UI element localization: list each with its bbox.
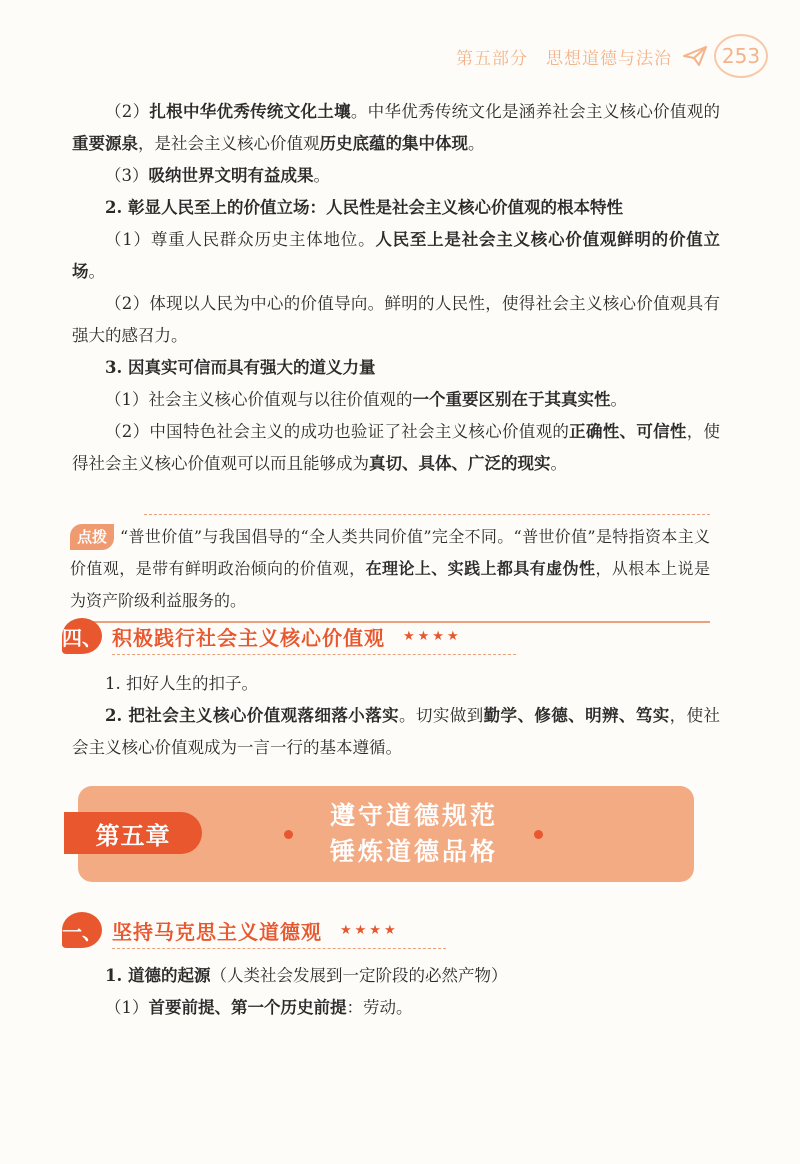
tip-label: 点拨	[70, 524, 114, 550]
bold-text: 1. 道德的起源	[105, 966, 211, 985]
star-rating: ★★★★	[403, 628, 462, 644]
item-number: （1）	[105, 230, 151, 249]
star-rating: ★★★★	[340, 922, 399, 938]
chapter-title-line1: 遵守道德规范	[329, 801, 498, 830]
decor-dot	[534, 830, 543, 839]
section-heading-4	[62, 618, 462, 654]
section-divider	[112, 654, 516, 655]
tip-text	[70, 521, 710, 617]
bold-text: 历史底蕴的集中体现	[319, 134, 468, 153]
text: （人类社会发展到一定阶段的必然产物）	[210, 966, 508, 985]
text: （2）中国特色社会主义的成功也验证了社会主义核心价值观的	[105, 422, 570, 441]
subheading-3: 3. 因真实可信而具有强大的道义力量	[105, 358, 376, 377]
bold-text: 勤学、修德、明辨、笃实	[483, 706, 670, 725]
text: 尊重人民群众历史主体地位。	[150, 230, 376, 249]
bold-text: 人民至上是社会主义核心价值观鲜明的价值立场	[72, 230, 721, 281]
bold-text: 一个重要区别在于其真实性	[412, 390, 611, 409]
text: （1）社会主义核心价值观与以往价值观的	[105, 390, 413, 409]
bold-text: 首要前提、第一个历史前提	[148, 998, 347, 1017]
header-section: 第五部分	[456, 48, 528, 69]
tip-box	[70, 514, 710, 623]
text: 。	[313, 166, 330, 185]
section-divider	[112, 948, 446, 949]
item-number: （3）	[105, 166, 149, 185]
chapter-banner	[78, 786, 694, 882]
list-item	[72, 700, 720, 764]
paragraph	[72, 384, 720, 416]
text: 。切实做到	[399, 706, 484, 725]
bold-text: 吸纳世界文明有益成果	[148, 166, 314, 185]
section-title: 坚持马克思主义道德观	[112, 919, 322, 944]
bold-text: 在理论上、实践上都具有虚伪性	[365, 559, 596, 578]
tip-divider-top	[144, 514, 710, 515]
text: 。中华优秀传统文化是涵养社会主义核心价值观的	[350, 102, 721, 121]
page-header	[456, 36, 768, 76]
chapter-label	[64, 812, 202, 854]
text: 。	[468, 134, 485, 153]
page-number-circle	[714, 34, 768, 78]
header-subject: 思想道德与法治	[546, 48, 672, 69]
text-block-practice	[72, 668, 720, 764]
bold-text: 扎根中华优秀传统文化土壤	[149, 102, 351, 121]
paragraph	[72, 160, 720, 192]
bold-text: 正确性、可信性	[569, 422, 687, 441]
paper-plane-icon	[682, 45, 708, 67]
text: 。	[550, 454, 567, 473]
item-number: （2）	[105, 102, 150, 121]
section-badge: 一、	[62, 912, 102, 948]
paragraph: （2）体现以人民为中心的价值导向。鲜明的人民性，使得社会主义核心价值观具有强大的感召力。	[72, 294, 720, 345]
text: ，是社会主义核心价值观	[138, 134, 320, 153]
list-item	[72, 992, 720, 1024]
paragraph	[72, 224, 720, 288]
text: ，使得社会主义核心价值观可以而且能够成为	[72, 422, 721, 473]
text: “普世价值”与我国倡导的“全人类共同价值”完全不同。“普世价值”是特指资本主义价值观，是带有鲜明政治倾向的价值观，	[70, 527, 710, 578]
bold-text: 2. 把社会主义核心价值观落细落小落实	[105, 706, 400, 725]
list-item: 1. 扣好人生的扣子。	[105, 674, 258, 693]
text: ：劳动。	[346, 998, 413, 1017]
chapter-title-line2: 锤炼道德品格	[329, 837, 498, 866]
paragraph	[72, 416, 720, 480]
bold-text: 真切、具体、广泛的现实	[369, 454, 551, 473]
text-block-morality	[72, 960, 720, 1024]
section-heading-1	[62, 912, 399, 948]
item-number: （1）	[105, 998, 149, 1017]
section-title: 积极践行社会主义核心价值观	[112, 625, 385, 650]
text: ，使社会主义核心价值观成为一言一行的基本遵循。	[72, 706, 721, 757]
subheading-2: 2. 彰显人民至上的价值立场：人民性是社会主义核心价值观的根本特性	[105, 198, 623, 217]
chapter-title	[284, 798, 544, 870]
bold-text: 重要源泉	[72, 134, 138, 153]
section-badge: 四、	[62, 618, 102, 654]
list-item	[72, 960, 720, 992]
page-number: 253	[721, 44, 761, 68]
text: ，从根本上说是为资产阶级利益服务的。	[70, 559, 710, 610]
text: 。	[610, 390, 627, 409]
text: 。	[88, 262, 105, 281]
text-block-values	[72, 96, 720, 480]
chapter-label-text: 第五章	[95, 821, 171, 850]
paragraph	[72, 96, 720, 160]
